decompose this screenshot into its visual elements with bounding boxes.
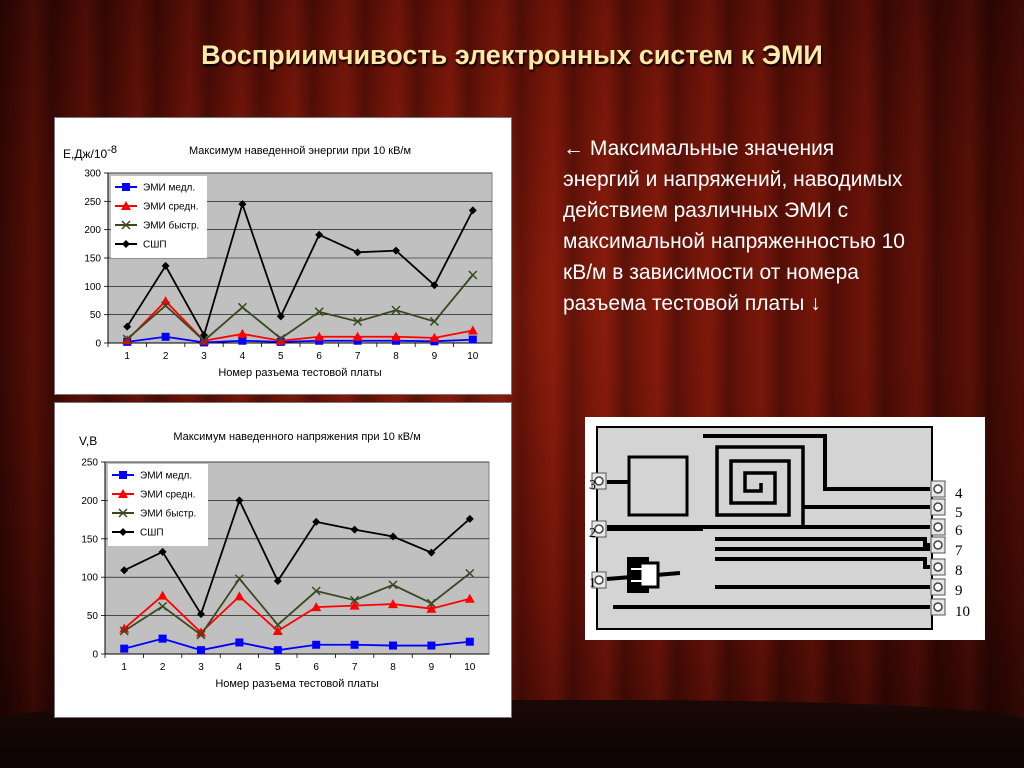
- slide-title: Восприимчивость электронных систем к ЭМИ: [201, 40, 823, 70]
- legend-label: ЭМИ средн.: [143, 201, 199, 213]
- data-point: [351, 641, 359, 649]
- board-connector-pin-4: [934, 485, 942, 493]
- x-tick-label: 4: [239, 351, 246, 362]
- y-tick-label: 100: [84, 281, 101, 293]
- chart-title: Максимум наведенного напряжения при 10 кВ/м: [173, 431, 421, 443]
- data-point: [120, 645, 128, 653]
- x-tick-label: 2: [162, 351, 169, 362]
- connector-label-3: 3: [589, 478, 596, 493]
- energy-chart: [55, 118, 511, 394]
- x-tick-label: 6: [313, 662, 319, 673]
- x-tick-label: 10: [467, 351, 479, 362]
- board-connector-pin-3: [595, 477, 603, 485]
- y-tick-label: 200: [81, 495, 98, 507]
- connector-label-7: 7: [955, 543, 963, 559]
- board-connector-pin-1: [595, 576, 603, 584]
- data-point: [466, 638, 474, 646]
- connector-label-8: 8: [955, 563, 963, 579]
- data-point: [238, 337, 246, 345]
- board-connector-pin-5: [934, 503, 942, 511]
- y-axis-label: V,B: [79, 434, 98, 448]
- data-point: [159, 635, 167, 643]
- data-point: [274, 646, 282, 654]
- legend-label: ЭМИ быстр.: [140, 508, 197, 520]
- voltage-chart-panel: [54, 402, 512, 718]
- y-tick-label: 200: [84, 225, 101, 237]
- x-tick-label: 7: [354, 351, 361, 362]
- legend-label: ЭМИ быстр.: [143, 220, 200, 232]
- x-tick-label: 3: [198, 662, 204, 673]
- connector-label-1: 1: [589, 576, 596, 591]
- connector-label-4: 4: [955, 486, 963, 502]
- board-connector-pin-6: [934, 523, 942, 531]
- y-axis-label: Е,Дж/10-8: [63, 144, 117, 161]
- y-tick-label: 50: [89, 310, 101, 322]
- energy-chart-panel: [54, 117, 512, 395]
- x-tick-label: 9: [428, 662, 435, 673]
- y-tick-label: 250: [81, 457, 98, 469]
- x-tick-label: 7: [351, 662, 358, 673]
- data-point: [389, 642, 397, 650]
- data-point: [427, 642, 435, 650]
- x-tick-label: 4: [236, 662, 243, 673]
- x-tick-label: 6: [316, 351, 322, 362]
- x-tick-label: 8: [390, 662, 396, 673]
- legend-label: СШП: [143, 239, 167, 251]
- x-axis-label: Номер разъема тестовой платы: [218, 367, 382, 379]
- test-board-svg: [585, 417, 985, 640]
- legend-label: ЭМИ медл.: [140, 470, 193, 482]
- x-tick-label: 10: [464, 662, 476, 673]
- board-connector-pin-8: [934, 563, 942, 571]
- legend-label: СШП: [140, 527, 164, 539]
- data-point: [235, 638, 243, 646]
- x-tick-label: 1: [124, 351, 130, 362]
- data-point: [469, 336, 477, 344]
- y-tick-label: 0: [95, 338, 101, 350]
- data-point: [162, 333, 170, 341]
- y-tick-label: 100: [81, 572, 98, 584]
- y-tick-label: 50: [86, 611, 98, 623]
- x-tick-label: 3: [201, 351, 207, 362]
- x-axis-label: Номер разъема тестовой платы: [215, 678, 379, 690]
- x-tick-label: 9: [431, 351, 438, 362]
- x-tick-label: 8: [393, 351, 399, 362]
- y-tick-label: 150: [84, 253, 101, 265]
- board-connector-pin-9: [934, 583, 942, 591]
- chart-title: Максимум наведенной энергии при 10 кВ/м: [188, 145, 412, 157]
- y-tick-label: 0: [92, 649, 98, 661]
- board-connector-pin-7: [934, 541, 942, 549]
- y-tick-label: 150: [81, 534, 98, 546]
- legend-label: ЭМИ средн.: [140, 489, 196, 501]
- board-connector-pin-10: [934, 603, 942, 611]
- connector-label-5: 5: [955, 505, 963, 521]
- y-axis-label-exponent: -8: [107, 144, 117, 156]
- legend: [108, 464, 208, 546]
- legend: [111, 176, 207, 258]
- legend-marker: [122, 183, 130, 191]
- y-tick-label: 300: [84, 168, 101, 180]
- legend-marker: [119, 471, 127, 479]
- connector-label-9: 9: [955, 583, 963, 599]
- board-connector-pin-2: [595, 525, 603, 533]
- slide-description: ← Максимальные значения энергий и напряжений, наводимых действием различных ЭМИ с максимальной напряженностью 10 кВ/м в зависимости от номера разъема тестовой платы ↓: [563, 137, 905, 315]
- connector-label-6: 6: [955, 523, 963, 539]
- x-tick-label: 5: [275, 662, 281, 673]
- connector-label-10: 10: [955, 604, 970, 620]
- x-tick-label: 5: [278, 351, 284, 362]
- connector-label-2: 2: [589, 526, 596, 541]
- test-board-diagram: [585, 417, 985, 640]
- y-tick-label: 250: [84, 196, 101, 208]
- x-tick-label: 1: [121, 662, 127, 673]
- voltage-chart: [55, 403, 511, 717]
- legend-label: ЭМИ медл.: [143, 182, 196, 194]
- data-point: [312, 641, 320, 649]
- x-tick-label: 2: [159, 662, 166, 673]
- data-point: [197, 646, 205, 654]
